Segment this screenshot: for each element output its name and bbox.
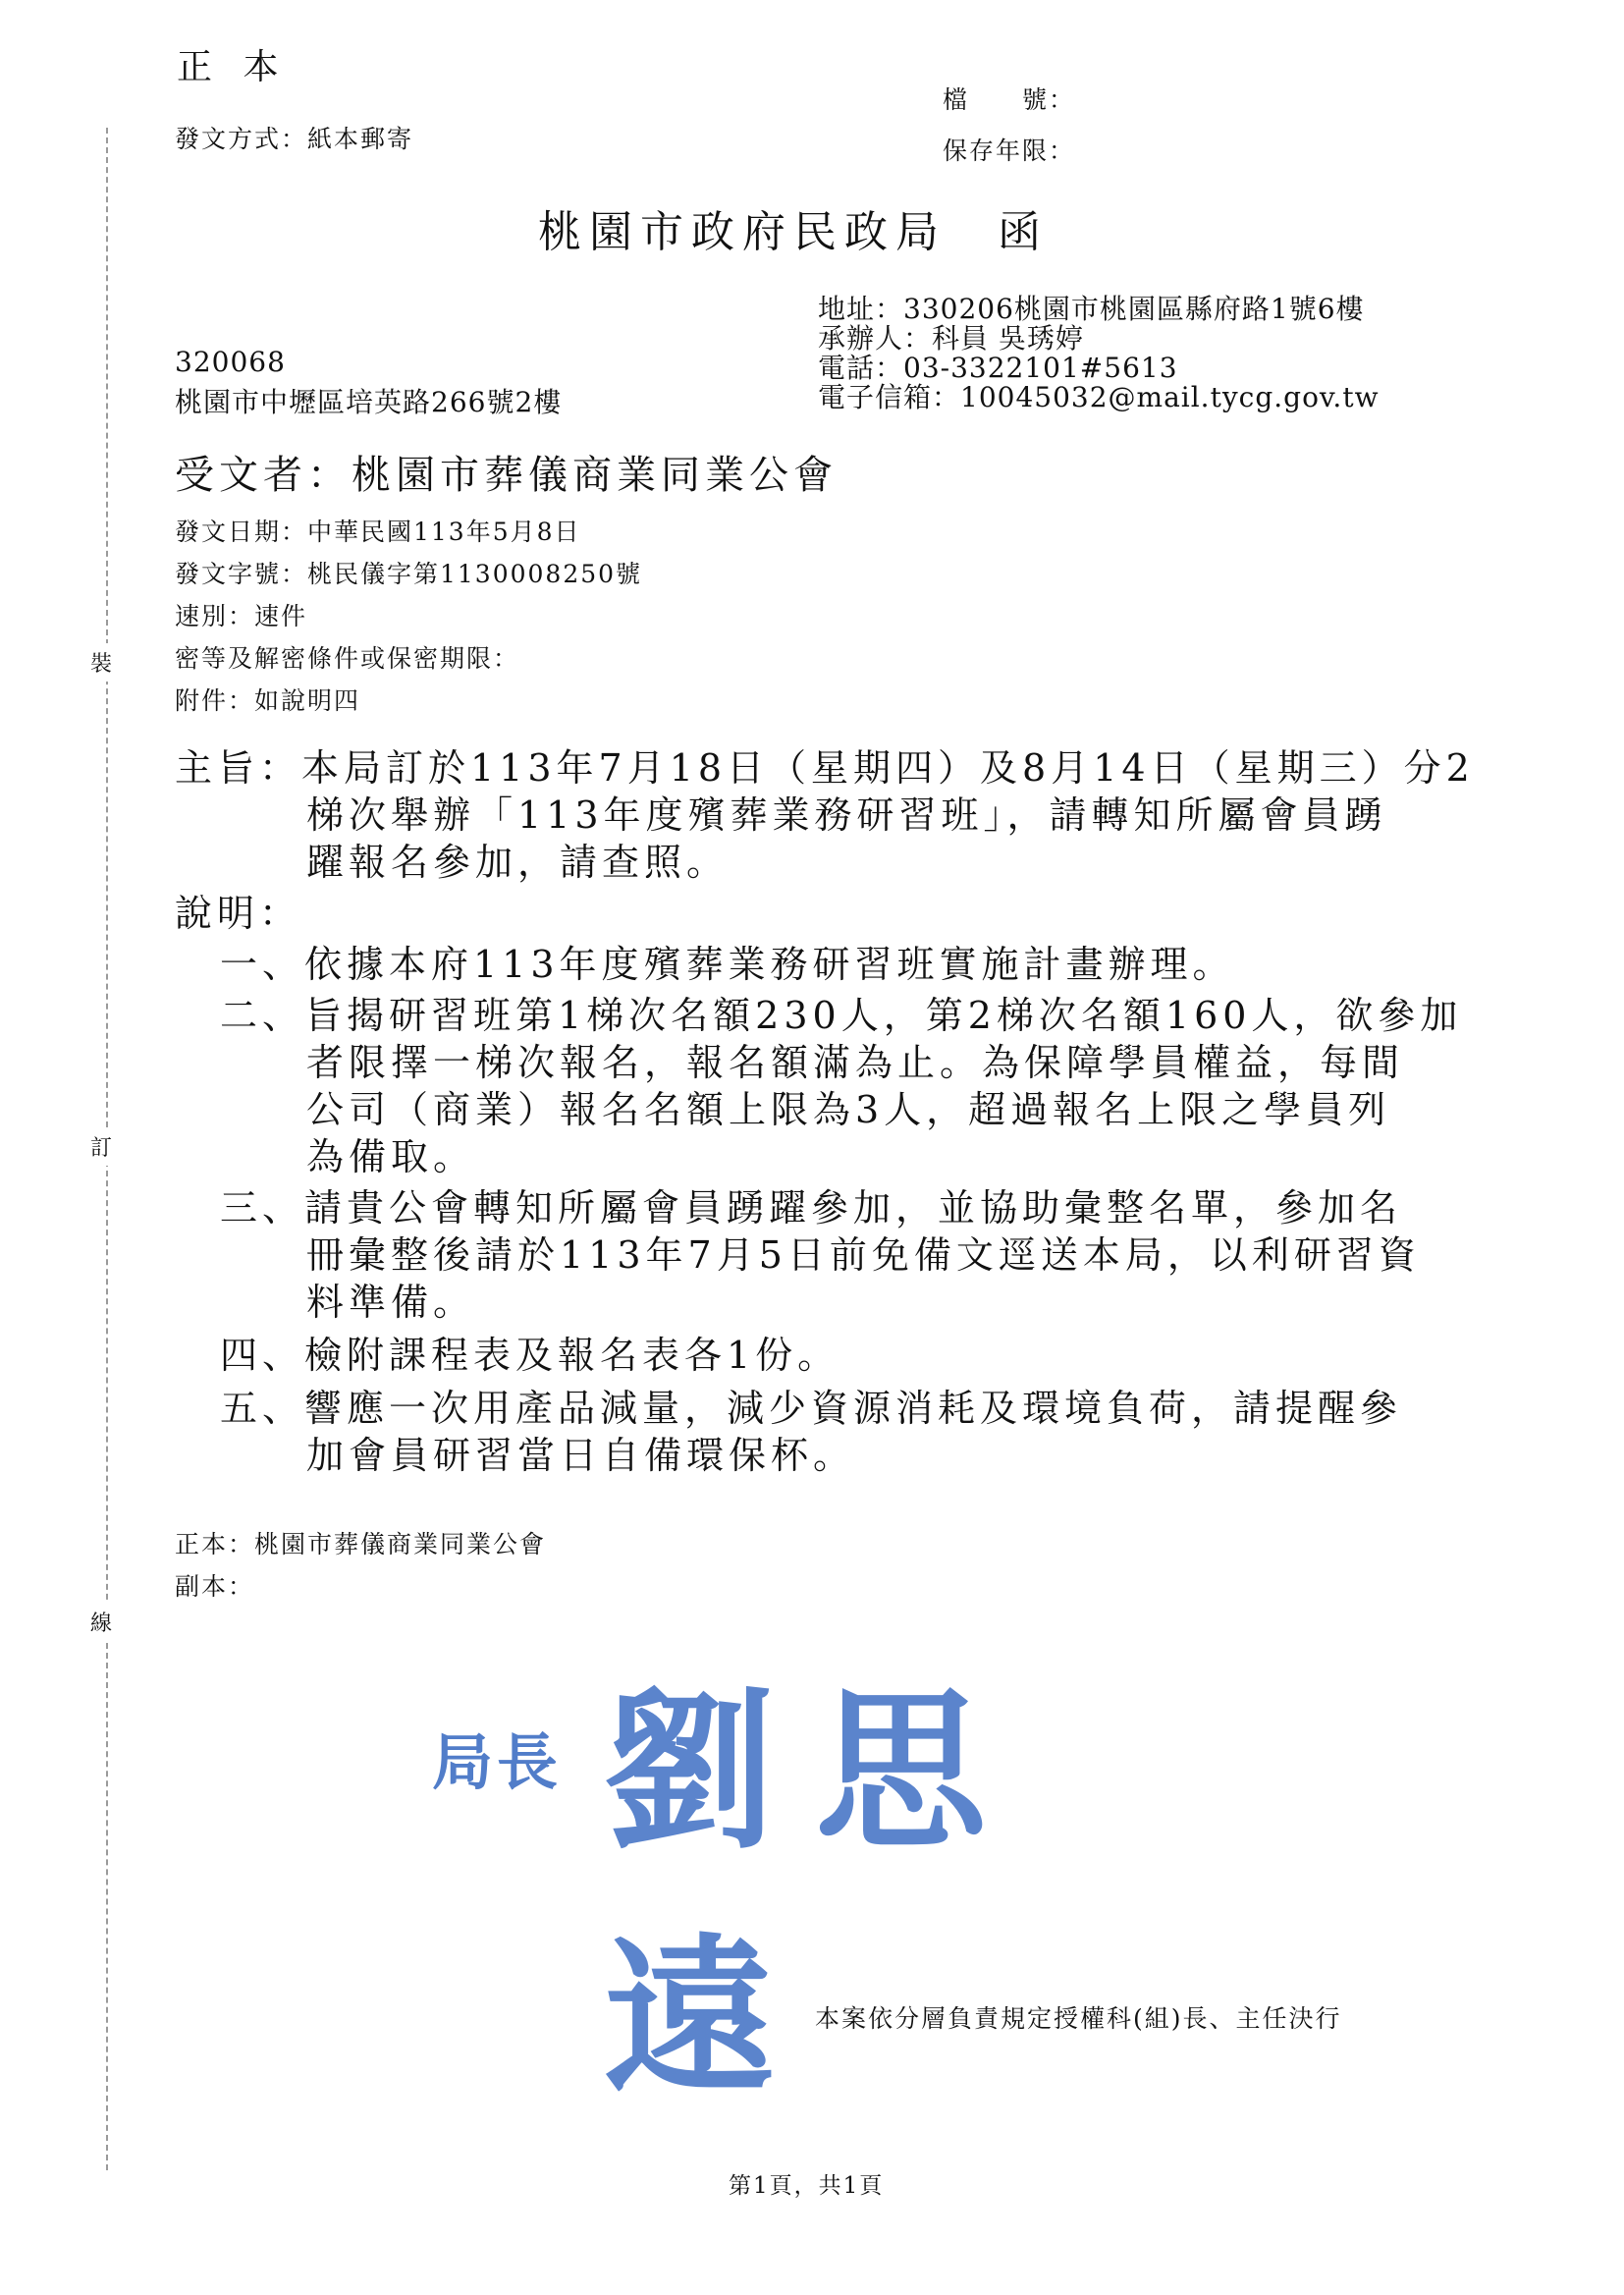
explanation-item-3: 三、請貴公會轉知所屬會員踴躍參加，並協助彙整名單，參加名: [220, 1186, 1403, 1229]
sender-handler: 承辦人：科員 吳琇婷: [818, 322, 1084, 355]
page-number: 第1頁，共1頁: [729, 2173, 885, 2199]
explanation-item-2-line: 公司（商業）報名名額上限為3人，超過報名上限之學員列: [306, 1088, 1391, 1131]
explanation-item-5-line: 加會員研習當日自備環保杯。: [306, 1434, 856, 1477]
explanation-item-2-line: 為備取。: [306, 1135, 476, 1178]
distribution-original: 正本：桃園市葬儀商業同業公會: [175, 1530, 547, 1558]
explanation-item-3-line: 冊彙整後請於113年7月5日前免備文逕送本局，以利研習資: [306, 1233, 1421, 1277]
document-number: 發文字號：桃民儀字第1130008250號: [175, 560, 643, 588]
explanation-item-2-line: 者限擇一梯次報名，報名額滿為止。為保障學員權益，每間: [306, 1041, 1405, 1084]
issue-date: 發文日期：中華民國113年5月8日: [175, 518, 581, 546]
recipient-mailing-address: 桃園市中壢區培英路266號2樓: [175, 386, 563, 418]
secrecy-level: 密等及解密條件或保密期限：: [175, 644, 520, 673]
document-title: 桃園市政府民政局 函: [538, 207, 1049, 257]
attachment-line: 附件：如說明四: [175, 686, 361, 715]
subject-line: 主旨：本局訂於113年7月18日（星期四）及8月14日（星期三）分2: [175, 746, 1475, 790]
sender-address: 地址：330206桃園市桃園區縣府路1號6樓: [818, 293, 1365, 325]
recipient-line: 受文者：桃園市葬儀商業同業公會: [175, 453, 838, 498]
seal-name: 劉思遠: [604, 1671, 1026, 2119]
binding-char-top: 裝: [90, 643, 112, 682]
subject-line: 躍報名參加，請查照。: [306, 841, 730, 884]
distribution-copy: 副本：: [175, 1572, 255, 1601]
copy-type-label: 正 本: [177, 47, 289, 87]
explanation-heading: 說明：: [175, 892, 302, 935]
sender-phone: 電話：03-3322101#5613: [818, 352, 1178, 384]
sender-email: 電子信箱：10045032@mail.tycg.gov.tw: [818, 381, 1380, 413]
explanation-item-1: 一、依據本府113年度殯葬業務研習班實施計畫辦理。: [220, 943, 1235, 986]
recipient-postal-code: 320068: [175, 346, 286, 378]
explanation-item-4: 四、檢附課程表及報名表各1份。: [220, 1334, 840, 1377]
file-number-label: 檔 號：: [943, 85, 1076, 114]
explanation-item-3-line: 料準備。: [306, 1281, 476, 1324]
subject-line: 梯次舉辦「113年度殯葬業務研習班」，請轉知所屬會員踴: [306, 793, 1387, 837]
seal-title: 局長: [432, 1726, 563, 1798]
binding-char-middle: 訂: [90, 1127, 112, 1166]
binding-char-bottom: 線: [90, 1603, 112, 1641]
speed-class: 速別：速件: [175, 602, 308, 630]
explanation-item-2: 二、旨揭研習班第1梯次名額230人，第2梯次名額160人，欲參加: [220, 994, 1463, 1037]
dispatch-method: 發文方式：紙本郵寄: [175, 125, 414, 153]
explanation-item-5: 五、響應一次用產品減量，減少資源消耗及環境負荷，請提醒參: [220, 1387, 1403, 1430]
retention-period-label: 保存年限：: [943, 137, 1076, 165]
authorization-note: 本案依分層負責規定授權科(組)長、主任決行: [815, 2004, 1342, 2033]
